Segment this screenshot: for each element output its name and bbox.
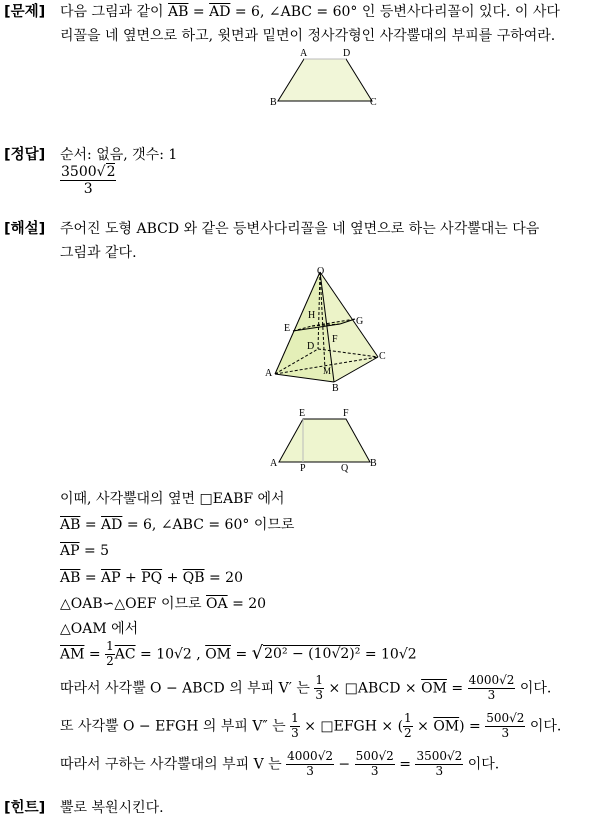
pyr-label-B: B xyxy=(332,383,339,394)
problem-tag: [문제] xyxy=(4,4,46,20)
pyr-label-G: G xyxy=(356,316,364,327)
pyr-label-E: E xyxy=(284,323,291,334)
solution-intro-2: 그림과 같다. xyxy=(60,245,137,261)
trapezoid-figure xyxy=(266,46,386,110)
label-A: A xyxy=(300,48,308,59)
solution-intro-1: 주어진 도형 ABCD 와 같은 등변사다리꼴을 네 옆면으로 하는 사각뿔대는 다음 xyxy=(60,221,540,237)
hint-tag: [힌트] xyxy=(4,800,46,816)
answer-value: $\frac{3500√2}{3}$ xyxy=(61,164,116,198)
pyramid-figure xyxy=(260,264,390,394)
pyr-label-A: A xyxy=(265,368,273,379)
trapezoid-side-figure xyxy=(266,404,382,474)
trap-label-F: F xyxy=(343,408,349,419)
trap-label-A: A xyxy=(270,458,278,469)
sol-line-1: 이때, 사각뿔대의 옆면 □EABF 에서 xyxy=(60,491,285,507)
pyr-label-C: C xyxy=(379,351,386,362)
trap-label-E: E xyxy=(299,408,306,419)
trap-label-P: P xyxy=(300,463,306,474)
sol-line-7: $\overline{AM}$ = $\frac{1}{2}$ $\overline{AC} = 10√2$ , $\overline{OM} = √20^2 - (10√2)^2 = 10√2$ xyxy=(60,639,417,668)
sol-line-10: 따라서 구하는 사각뿔대의 부피 V 는 $\frac{4000√2}{3}$ − $\frac{500√2}{3}$ = $\frac{3500√2}{3}$ 이다. xyxy=(60,749,500,778)
sol-line-9: 또 사각뿔 O − EFGH 의 부피 V″ 는 $\frac{1}{3}$ × □EFGH × ( $\frac{1}{2}$ × $\overline{OM}$) = $\frac{500√2}{3}$ 이다. xyxy=(60,711,562,740)
pyr-label-D: D xyxy=(307,341,315,352)
trap-label-Q: Q xyxy=(341,463,349,474)
sol-line-6: △OAM 에서 xyxy=(60,621,139,637)
sol-line-4: $\overline{AB} = \overline{AP} + \overline{PQ} + \overline{QB} = 20$ xyxy=(60,570,243,586)
trap-label-B: B xyxy=(370,458,377,469)
pyr-label-F: F xyxy=(332,334,338,345)
problem-line-2: 리꼴을 네 옆면으로 하고, 윗면과 밑면이 정사각형인 사각뿔대의 부피를 구하여라. xyxy=(60,28,556,44)
label-B: B xyxy=(270,97,277,108)
answer-tag: [정답] xyxy=(4,147,46,163)
hint-text: 뿔로 복원시킨다. xyxy=(60,800,164,816)
answer-meta: 순서: 없음, 갯수: 1 xyxy=(60,147,178,163)
solution-tag: [해설] xyxy=(4,221,46,237)
pyr-label-H: H xyxy=(308,310,316,321)
problem-line-1: 다음 그림과 같이 $\overline{AB} = \overline{AD} = 6$, ∠ABC = 60° 인 등변사다리꼴이 있다. 이 사다 xyxy=(60,4,560,20)
label-C: C xyxy=(370,97,377,108)
sol-line-2: $\overline{AB} = \overline{AD} = 6$, ∠ABC = 60° 이므로 xyxy=(60,517,295,533)
pyr-label-M: M xyxy=(323,366,332,376)
label-D: D xyxy=(343,48,351,59)
pyr-label-O: O xyxy=(317,266,325,277)
sol-line-8: 따라서 사각뿔 O − ABCD 의 부피 V′ 는 $\frac{1}{3}$ × □ABCD × $\overline{OM}$ = $\frac{4000√2}{3}$ 이다. xyxy=(60,673,552,702)
sol-line-5: △OAB∽△OEF 이므로 $\overline{OA} = 20$ xyxy=(60,596,267,612)
sol-line-3: $\overline{AP} = 5$ xyxy=(60,543,110,559)
